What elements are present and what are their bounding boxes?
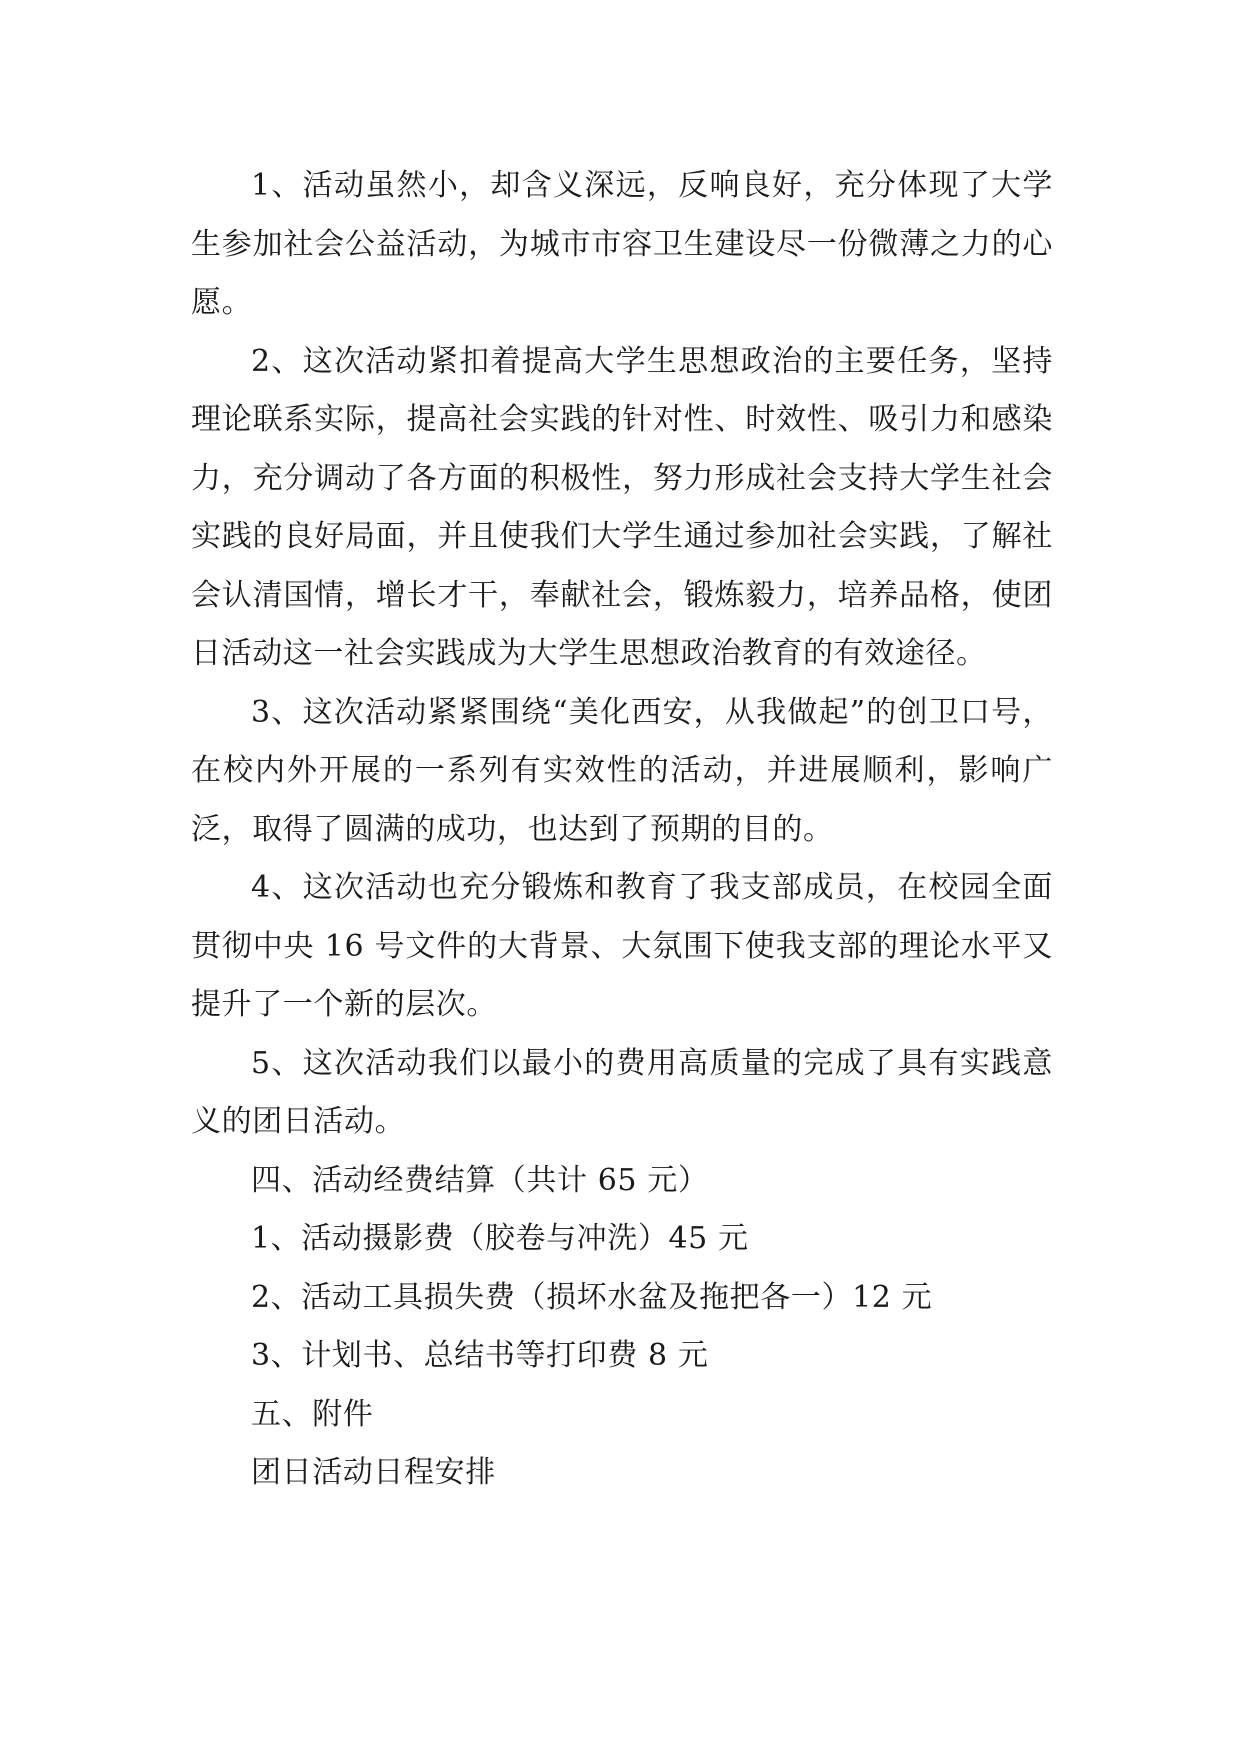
attachment-item-schedule: 团日活动日程安排 [251, 1455, 496, 1490]
budget-item-tools: 2、活动工具损失费（损坏水盆及拖把各一）12 元 [251, 1279, 933, 1315]
budget-item-photography: 1、活动摄影费（胶卷与冲洗）45 元 [251, 1221, 749, 1256]
document-body [191, 157, 1053, 1503]
section-heading-budget: 四、活动经费结算（共计 65 元） [251, 1162, 709, 1198]
section-heading-attachments: 五、附件 [251, 1396, 374, 1432]
paragraph-point-1: 1、活动虽然小，却含义深远，反响良好，充分体现了大学生参加社会公益活动，为城市市容卫生建设尽一份微薄之力的心愿。 [191, 168, 1053, 320]
paragraph-point-5: 5、这次活动我们以最小的费用高质量的完成了具有实践意义的团日活动。 [191, 1045, 1053, 1139]
paragraph-point-4: 4、这次活动也充分锻炼和教育了我支部成员，在校园全面贯彻中央 16 号文件的大背景、大氛围下使我支部的理论水平又提升了一个新的层次。 [191, 870, 1053, 1022]
budget-item-printing: 3、计划书、总结书等打印费 8 元 [251, 1338, 709, 1373]
paragraph-point-2: 2、这次活动紧扣着提高大学生思想政治的主要任务，坚持理论联系实际，提高社会实践的针对性、时效性、吸引力和感染力，充分调动了各方面的积极性，努力形成社会支持大学生社会实践的良好局面，并且使我们大学生通过参加社会实践，了解社会认清国情，增长才干，奉献社会，锻炼毅力，培养品格，使团日活动这一社会实践成为大学生思想政治教育的有效途径。 [191, 343, 1053, 671]
paragraph-point-3: 3、这次活动紧紧围绕“美化西安，从我做起”的创卫口号，在校内外开展的一系列有实效性的活动，并进展顺利，影响广泛，取得了圆满的成功，也达到了预期的目的。 [191, 694, 1053, 847]
